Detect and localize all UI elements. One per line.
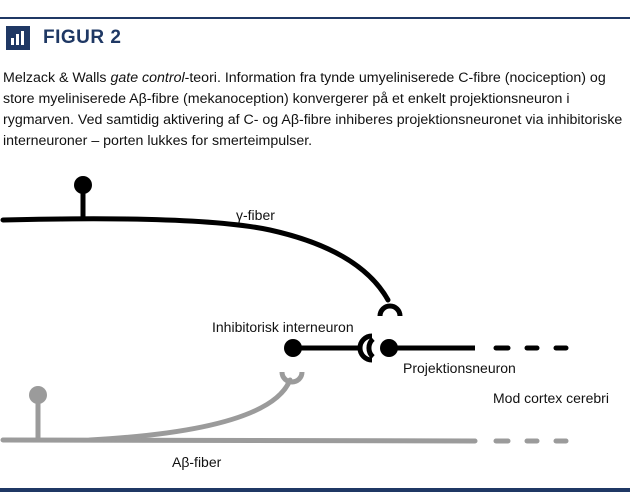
caption-text-start: Melzack & Walls (3, 70, 111, 86)
c-fiber-axon (3, 219, 388, 300)
abeta-fiber (3, 372, 566, 441)
projection-soma (380, 339, 398, 357)
abeta-fiber-terminal (282, 372, 302, 382)
caption-text-rest: -teori. Information fra tynde umyeliniserede C-fibre (nociception) og store myeliniserede Aβ-fibre (mekanoception) konvergerer på et enkelt projektionsneuron i rygmarven. Ved samtidig aktivering af C- og Aβ-fibre inhiberes projektionsneuronet via inhibitoriske interneuroner – porten lukkes for smerteimpulser. (3, 70, 623, 149)
figure-label: FIGUR 2 (43, 27, 122, 48)
abeta-fiber-soma (29, 386, 47, 404)
projection-neuron (360, 336, 566, 360)
projection-label: Projektionsneuron (403, 360, 516, 376)
c-fiber-label: γ-fiber (236, 207, 275, 223)
abeta-label: Aβ-fiber (172, 454, 222, 470)
interneuron-soma (284, 339, 302, 357)
c-fiber-soma (74, 176, 92, 194)
cortex-label: Mod cortex cerebri (493, 390, 609, 406)
interneuron-terminal (369, 339, 373, 357)
c-fiber-terminal (380, 306, 400, 316)
abeta-fiber-branch (90, 380, 290, 440)
c-fiber (3, 176, 400, 316)
interneuron-label: Inhibitorisk interneuron (212, 319, 354, 335)
abeta-fiber-axon (3, 440, 475, 441)
bottom-rule (0, 488, 630, 492)
caption-italic-term: gate control (110, 70, 185, 86)
